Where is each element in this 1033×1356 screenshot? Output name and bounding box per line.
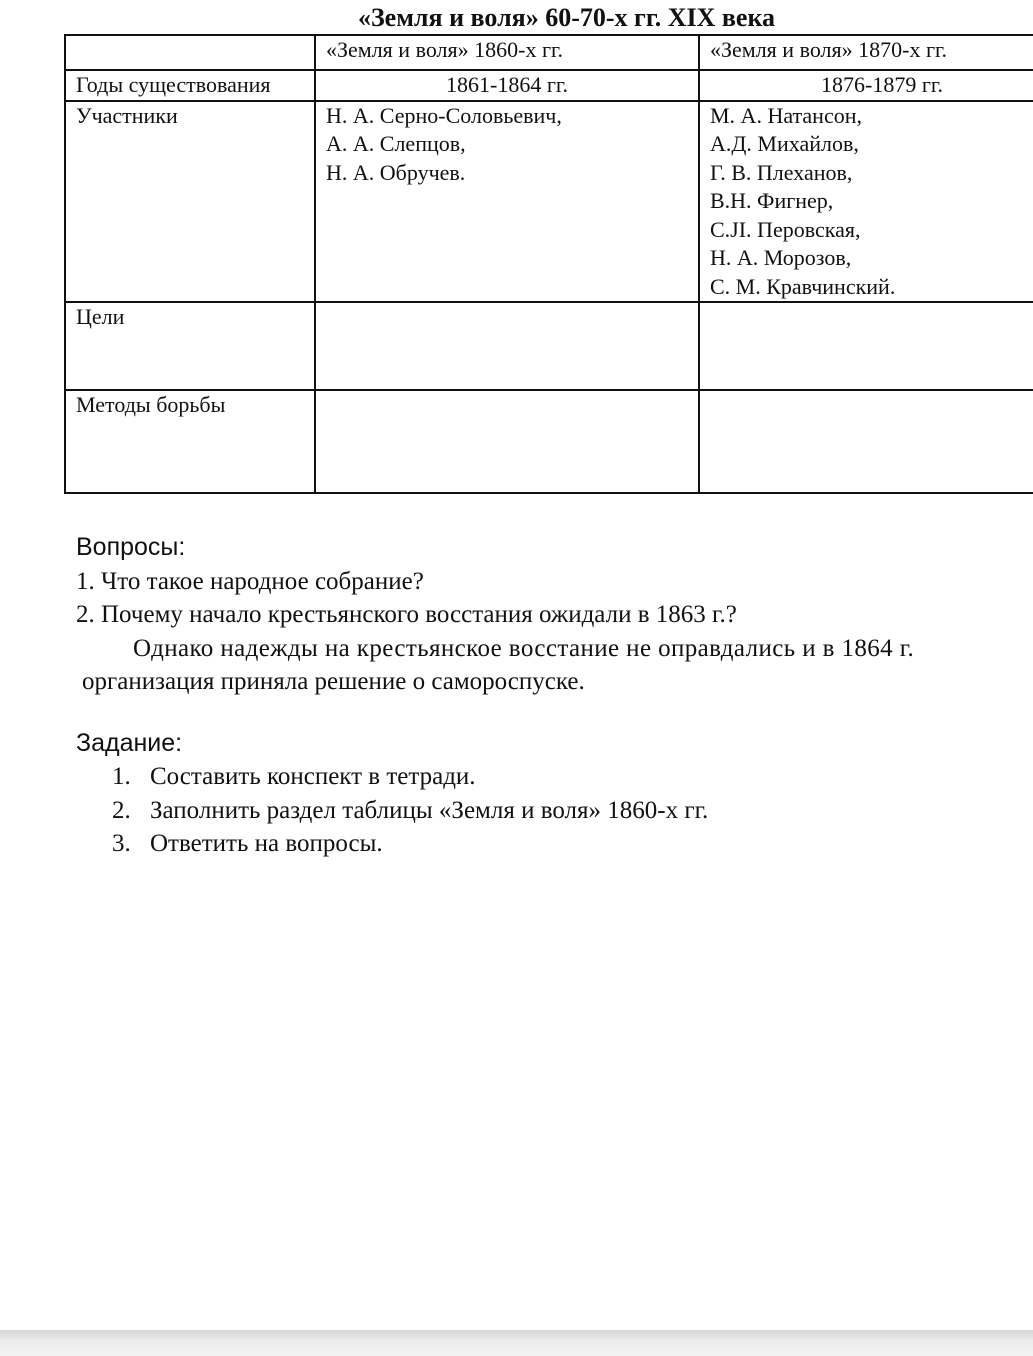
methods-1860s-cell: [315, 390, 699, 493]
comparison-table: [64, 34, 1033, 494]
task-text: Заполнить раздел таблицы «Земля и воля» 1860-х гг.: [150, 796, 709, 824]
table-header-1860s: «Земля и воля» 1860-х гг.: [315, 35, 699, 70]
task-number: 2.: [112, 796, 131, 824]
note-paragraph-line: Однако надежды на крестьянское восстание не оправдались и в 1864 г.: [133, 634, 915, 662]
member-name: С. М. Кравчинский.: [710, 273, 896, 299]
member-name: Н. А. Серно-Соловьевич,: [326, 102, 562, 128]
table-row-goals: [65, 302, 1033, 390]
task-text: Составить конспект в тетради.: [150, 763, 476, 790]
question-item: 2. Почему начало крестьянского восстания ожидали в 1863 г.?: [76, 601, 737, 628]
member-name: Н. А. Морозов,: [710, 245, 852, 270]
table-header-row: [65, 35, 1033, 70]
note-paragraph-line: организация приняла решение о самороспуске.: [82, 668, 585, 695]
table-row-methods: [65, 390, 1033, 493]
goals-1870s-cell: [699, 302, 1033, 390]
members-1870s: [699, 101, 1033, 303]
row-label-goals: Цели: [65, 302, 315, 390]
methods-1870s-cell: [699, 390, 1033, 493]
task-number: 3.: [112, 830, 131, 857]
member-name: Г. В. Плеханов,: [710, 159, 853, 185]
member-name: М. А. Натансон,: [710, 102, 862, 128]
table-header-cell-empty: [65, 35, 315, 70]
member-name: C.JI. Перовская,: [710, 216, 861, 242]
viewer-bottom-edge: [0, 1330, 1033, 1356]
task-item: [112, 794, 708, 828]
task-item: [112, 827, 708, 861]
member-name: А.Д. Михайлов,: [710, 131, 859, 156]
document-title: «Земля и воля» 60-70-х гг. XIX века: [357, 3, 776, 32]
question-item: 1. Что такое народное собрание?: [76, 567, 424, 595]
task-header: Задание:: [76, 729, 183, 757]
row-label-members: Участники: [65, 101, 315, 303]
table-header-1870s: «Земля и воля» 1870-х гг.: [699, 35, 1033, 70]
member-name: А. А. Слепцов,: [326, 131, 466, 156]
years-1860s: 1861-1864 гг.: [315, 70, 699, 101]
years-1870s: 1876-1879 гг.: [699, 70, 1033, 101]
questions-header: Вопросы:: [76, 533, 186, 561]
questions-section: [76, 531, 1033, 699]
row-label-methods: Методы борьбы: [65, 390, 315, 493]
members-1860s: [315, 101, 699, 303]
member-name: Н. А. Обручев.: [326, 159, 466, 185]
task-number: 1.: [112, 763, 131, 790]
row-label-years: Годы существования: [65, 70, 315, 101]
goals-1860s-cell: [315, 302, 699, 390]
table-row-years: [65, 70, 1033, 101]
task-list: [112, 760, 708, 861]
task-item: [112, 760, 708, 794]
member-name: В.Н. Фигнер,: [710, 188, 834, 213]
table-row-members: [65, 101, 1033, 303]
task-text: Ответить на вопросы.: [150, 830, 383, 857]
